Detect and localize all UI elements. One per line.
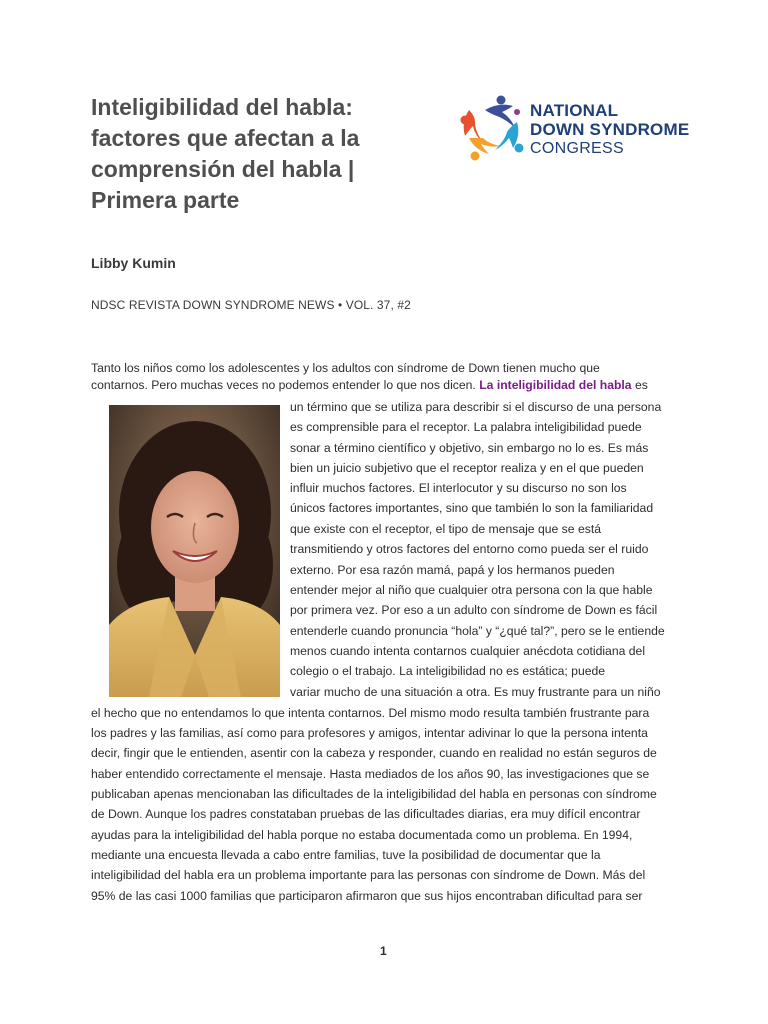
highlighted-term-link[interactable]: La inteligibilidad del habla <box>479 378 632 392</box>
logo-line-1: NATIONAL <box>530 101 619 120</box>
author-photo <box>109 405 280 697</box>
paragraph-line: los padres y las familias, así como para profesores y amigos, intentar adivinar lo que la persona intenta <box>91 726 648 740</box>
paragraph-line: mediante una encuesta llevada a cabo entre familias, tuve la posibilidad de documentar que la <box>91 848 601 862</box>
paragraph-line: de Down. Aunque los padres constataban pruebas de las dificultades diarias, era muy difícil encontrar <box>91 807 641 821</box>
paragraph-line: inteligibilidad del habla era un problema importante para las personas con síndrome de Down. Más del <box>91 868 646 882</box>
author-name: Libby Kumin <box>91 255 176 271</box>
logo-line-2: DOWN SYNDROME <box>530 120 690 139</box>
publication-source: NDSC REVISTA DOWN SYNDROME NEWS • VOL. 37, #2 <box>91 298 411 312</box>
ndsc-logo <box>455 92 705 166</box>
paragraph-line: ayudas para la inteligibilidad del habla porque no estaba documentada como un problema. En 1994, <box>91 828 633 842</box>
paragraph-line: sonar a término científico y objetivo, sin embargo no lo es. Es más <box>290 441 649 455</box>
paragraph-line: publicaban apenas mencionaban las dificultades de la inteligibilidad del habla en personas con síndrome <box>91 787 657 801</box>
paragraph-text: es <box>631 378 648 392</box>
paragraph-line: decir, fingir que le entienden, asentir con la cabeza y responder, cuando en realidad no están seguros de <box>91 746 657 760</box>
page-number: 1 <box>380 944 387 958</box>
paragraph-line: bien un juicio subjetivo que el receptor realiza y en el que pueden <box>290 461 644 475</box>
title-line: Inteligibilidad del habla: <box>91 94 353 120</box>
paragraph-line: haber entendido correctamente el mensaje. Hasta mediados de los años 90, las investigaciones que se <box>91 767 650 781</box>
paragraph-text: contarnos. Pero muchas veces no podemos entender lo que nos dicen. <box>91 378 480 392</box>
paragraph-line: entenderle cuando pronuncia “hola” y “¿qué tal?”, pero se le entiende <box>290 624 665 638</box>
title-line: factores que afectan a la <box>91 125 360 151</box>
paragraph-line: Tanto los niños como los adolescentes y los adultos con síndrome de Down tienen mucho que <box>91 361 600 375</box>
document-title <box>91 92 431 216</box>
paragraph-line: 95% de las casi 1000 familias que participaron afirmaron que sus hijos encontraban dificultad para ser <box>91 889 643 903</box>
paragraph-line: un término que se utiliza para describir si el discurso de una persona <box>290 400 662 414</box>
ndsc-logo-icon <box>455 92 531 166</box>
paragraph-line <box>91 377 648 393</box>
paragraph-line: variar mucho de una situación a otra. Es muy frustrante para un niño <box>290 685 661 699</box>
paragraph-line: transmitiendo y otros factores del entorno como pueda ser el ruido <box>290 542 649 556</box>
paragraph-line: que existe con el receptor, el tipo de mensaje que se está <box>290 522 601 536</box>
title-line: Primera parte <box>91 187 240 213</box>
paragraph-line: entender mejor al niño que cualquier otra persona con la que hable <box>290 583 653 597</box>
paragraph-line: externo. Por esa razón mamá, papá y los hermanos pueden <box>290 563 615 577</box>
logo-wordmark <box>530 101 689 158</box>
paragraph-line: el hecho que no entendamos lo que intenta contarnos. Del mismo modo resulta también frustrante para <box>91 706 650 720</box>
logo-line-3: CONGRESS <box>530 140 624 157</box>
paragraph-line: influir muchos factores. El interlocutor y su discurso no son los <box>290 481 627 495</box>
title-line: comprensión del habla | <box>91 156 355 182</box>
paragraph-line: únicos factores importantes, sino que también lo son la familiaridad <box>290 501 654 515</box>
portrait-image <box>109 405 280 697</box>
paragraph-line: colegio o el trabajo. La inteligibilidad no es estática; puede <box>290 664 606 678</box>
paragraph-line: menos cuando intenta contarnos cualquier anécdota cotidiana del <box>290 644 646 658</box>
paragraph-line: es comprensible para el receptor. La palabra inteligibilidad puede <box>290 420 642 434</box>
paragraph-line: por primera vez. Por eso a un adulto con síndrome de Down es fácil <box>290 603 658 617</box>
